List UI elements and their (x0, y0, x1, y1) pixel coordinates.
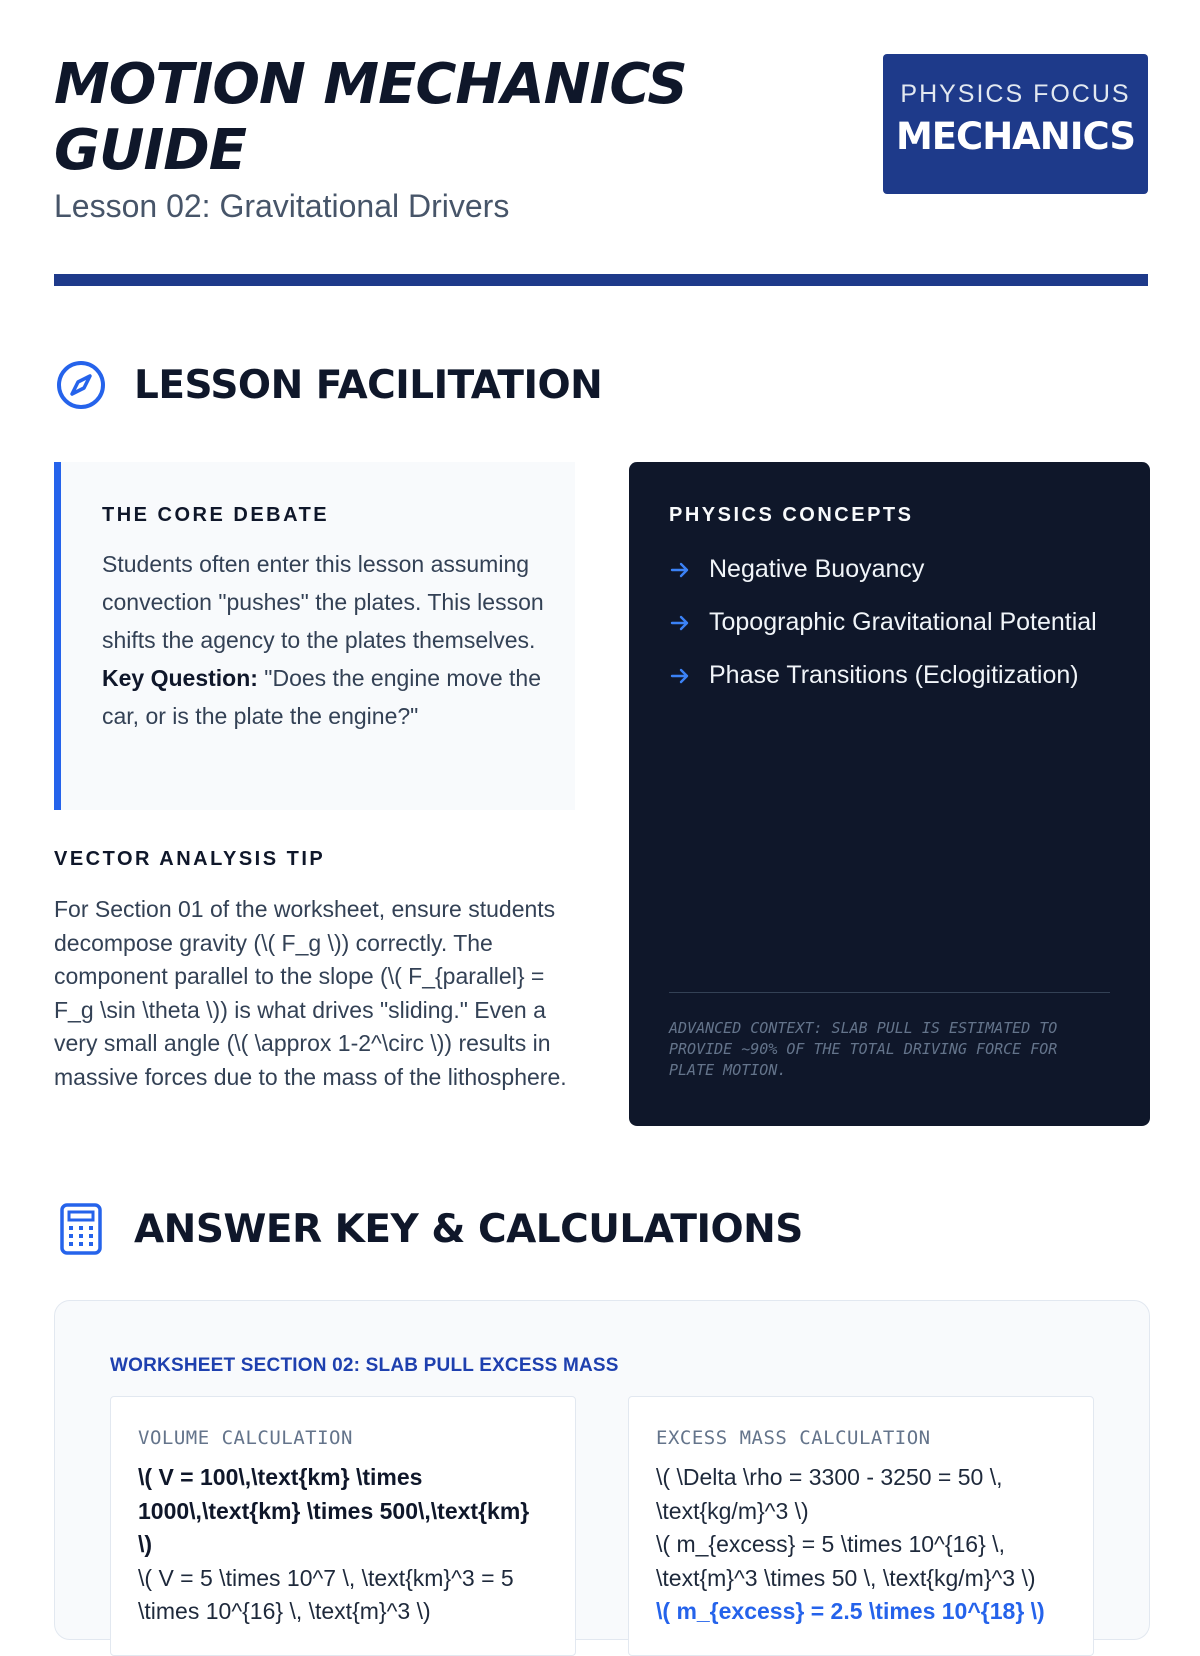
answer-key-panel (54, 1300, 1150, 1640)
core-debate-text: Students often enter this lesson assuming convection "pushes" the plates. This lesson shifts the agency to the plates themselves. Key Question: "Does the engine move the car, or is the plate the engine?" (102, 551, 544, 729)
calc-line: \( m_{excess} = 5 \times 10^{16} \, \text{m}^3 \times 50 \, \text{kg/m}^3 \) (656, 1531, 1036, 1591)
list-item (669, 649, 1110, 702)
arrow-right-icon (669, 558, 693, 582)
arrow-right-icon (669, 611, 693, 635)
focus-label: PHYSICS FOCUS (900, 80, 1131, 108)
lesson-facilitation-header (54, 358, 602, 412)
page-title: MOTION MECHANICS GUIDE (54, 52, 687, 183)
page-header (54, 52, 1148, 225)
excess-mass-calculation-card (628, 1396, 1094, 1656)
concept-label: Phase Transitions (Eclogitization) (709, 661, 1079, 689)
calc-line: \( V = 5 \times 10^7 \, \text{km}^3 = 5 \times 10^{16} \, \text{m}^3 \) (138, 1564, 514, 1624)
tip-label: VECTOR ANALYSIS TIP (54, 848, 326, 870)
vector-analysis-tip (54, 848, 584, 1094)
concept-label: Negative Buoyancy (709, 555, 925, 583)
tip-text: For Section 01 of the worksheet, ensure students decompose gravity (\( F_g \)) correctly. The component parallel to the slope (\( F_{parallel} = F_g \sin \theta \)) is what drives "sliding." Even a very small angle (\( \approx 1-2^\circ \)) results in massive forces due to the mass of the lithosphere. (54, 896, 567, 1090)
card-title: EXCESS MASS CALCULATION (656, 1427, 931, 1449)
calc-result-line: \( m_{excess} = 2.5 \times 10^{18} \) (656, 1598, 1045, 1624)
page-subtitle: Lesson 02: Gravitational Drivers (54, 188, 510, 224)
advanced-context-note: ADVANCED CONTEXT: SLAB PULL IS ESTIMATED TO PROVIDE ~90% OF THE TOTAL DRIVING FORCE FOR PLATE MOTION. (669, 1019, 1058, 1079)
core-debate-label: THE CORE DEBATE (102, 504, 330, 526)
list-item (669, 543, 1110, 596)
physics-concepts-panel (629, 462, 1150, 1126)
concept-list (669, 543, 1110, 702)
physics-focus-badge (883, 54, 1148, 194)
list-item (669, 596, 1110, 649)
section-heading: LESSON FACILITATION (134, 362, 603, 408)
divider (669, 992, 1110, 993)
concepts-label: PHYSICS CONCEPTS (669, 504, 914, 526)
compass-icon (54, 358, 108, 412)
card-title: VOLUME CALCULATION (138, 1427, 353, 1449)
arrow-right-icon (669, 664, 693, 688)
calc-line: \( V = 100\,\text{km} \times 1000\,\text{km} \times 500\,\text{km} \) (138, 1464, 530, 1557)
header-divider (54, 274, 1148, 286)
key-question-label: Key Question: (102, 665, 258, 691)
volume-calculation-card (110, 1396, 576, 1656)
concept-label: Topographic Gravitational Potential (709, 608, 1097, 636)
answer-key-header (54, 1202, 803, 1256)
calculator-icon (54, 1202, 108, 1256)
focus-value: MECHANICS (895, 115, 1136, 158)
section-heading: ANSWER KEY & CALCULATIONS (134, 1206, 803, 1252)
core-debate-callout (54, 462, 575, 810)
worksheet-section-title: WORKSHEET SECTION 02: SLAB PULL EXCESS MASS (110, 1355, 619, 1376)
calc-line: \( \Delta \rho = 3300 - 3250 = 50 \, \text{kg/m}^3 \) (656, 1464, 1003, 1524)
